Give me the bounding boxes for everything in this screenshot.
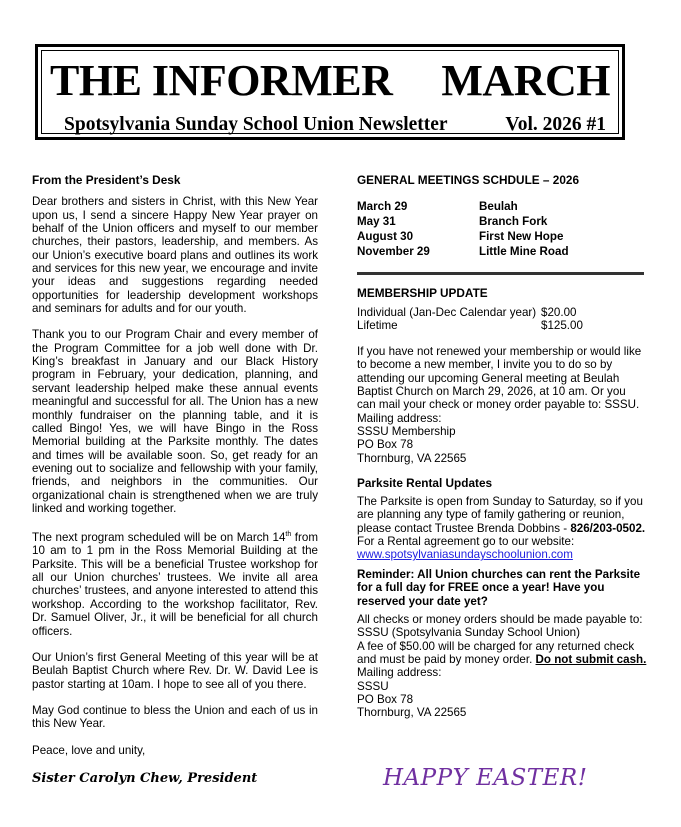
masthead	[35, 44, 625, 140]
schedule-row	[357, 214, 647, 229]
paragraph: Thank you to our Program Chair and every member of the Program Committee for a job well done with Dr. King’s breakfast in January and our Black History program in February, your dedication, planning, and servant leadership helped make these annual events meaningful and successful for all. The Union has a new monthly fundraiser on the planning table, and it is called Bingo! Yes, we will have Bingo in the Ross Memorial building at the Parksite monthly. The dates and times will be available soon. So, get ready for an evening out to socialize and fellowship with your family, friends, and neighbors in the communities. Our organizational chain is strengthened when we are truly linked and working together.	[32, 328, 318, 515]
address-line: PO Box 78	[357, 438, 414, 452]
masthead-inner-border	[41, 50, 619, 134]
paragraph: Our Union’s first General Meeting of this year will be at Beulah Baptist Church where Rev. Dr. W. David Lee is pastor starting at 10am. I hope to see all of you there.	[32, 650, 318, 691]
text: The next program scheduled will be on March 14	[32, 531, 286, 545]
membership-row	[357, 306, 647, 319]
schedule-row	[357, 229, 647, 244]
place: Little Mine Road	[479, 245, 569, 259]
divider	[357, 272, 644, 275]
phone-number: 826/203-0502.	[570, 521, 646, 535]
paragraph: Dear brothers and sisters in Christ, with this New Year upon us, I send a sincere Happy New Year prayer on behalf of the Union officers and myself to our member churches, their pastors, leadership, and members. As our Union’s executive board plans and outlines its work and services for this new year, we encourage and invite your ideas and suggestions regarding needed opportunities for leadership development workshops and seminars for adults and for our youth.	[32, 195, 318, 316]
membership-row	[357, 319, 647, 332]
membership-heading: MEMBERSHIP UPDATE	[357, 286, 488, 301]
fee-text	[357, 640, 647, 667]
address-line: Thornburg, VA 22565	[357, 451, 467, 465]
rental-heading: Parksite Rental Updates	[357, 475, 493, 490]
address-line: Mailing address:	[357, 411, 442, 425]
text: A fee of $50.00 will be charged for any returned check and must be paid by money order.	[357, 639, 635, 667]
text: from 10 am to 1 pm in the Ross Memorial Building at the Parksite. This will be a beneficial Trustee workshop for all our Union churches’ trustees. We invite all area churches’ trustees, and anyone interested to attend this workshop. According to the workshop facilitator, Rev. Dr. Samuel Oliver, Jr., it will be beneficial for all church officers.	[32, 531, 318, 638]
address-line: PO Box 78	[357, 692, 414, 706]
rental-agreement: For a Rental agreement go to our website:	[357, 535, 575, 549]
no-cash-warning: Do not submit cash.	[535, 653, 647, 667]
price: $20.00	[541, 305, 577, 319]
schedule-row	[357, 244, 647, 259]
happy-easter: HAPPY EASTER!	[383, 764, 588, 791]
date: November 29	[357, 245, 430, 259]
date: May 31	[357, 215, 396, 229]
place: Branch Fork	[479, 215, 548, 229]
paragraph: Peace, love and unity,	[32, 743, 146, 757]
place: Beulah	[479, 200, 518, 214]
newsletter-subtitle: Spotsylvania Sunday School Union Newsletter	[64, 114, 448, 135]
reminder: Reminder: All Union churches can rent the Parksite for a full day for FREE once a year! Have you reserved your date yet?	[357, 567, 641, 608]
signature: Sister Carolyn Chew, President	[32, 770, 258, 786]
paragraph: May God continue to bless the Union and each of us in this New Year.	[32, 703, 318, 731]
section-heading: From the President’s Desk	[32, 173, 181, 187]
date: August 30	[357, 230, 414, 244]
meeting-schedule	[357, 199, 647, 259]
price: $125.00	[541, 318, 583, 332]
date: March 29	[357, 200, 408, 214]
address-line: SSSU Membership	[357, 424, 456, 438]
schedule-heading: GENERAL MEETINGS SCHDULE – 2026	[357, 173, 580, 187]
paragraph	[32, 528, 318, 638]
superscript: th	[285, 531, 292, 539]
text: The Parksite is open from Sunday to Saturday, so if you are planning any type of family gathering or reunion, please contact Trustee Brenda Dobbins -	[357, 495, 643, 535]
membership-text: If you have not renewed your membership or would like to become a new member, I invite you to do so by attending our upcoming General meeting at Beulah Baptist Church on March 29, 2026, at 10 am. Or you can mail your check or money order payable to: SSSU.	[357, 345, 642, 412]
volume-number: Vol. 2026 #1	[505, 114, 606, 135]
masthead-title-row	[50, 55, 610, 107]
newsletter-title: THE INFORMER	[50, 56, 393, 105]
issue-month: MARCH	[441, 56, 610, 105]
checks-text: All checks or money orders should be made payable to:	[357, 613, 643, 627]
payee: SSSU (Spotsylvania Sunday School Union)	[357, 626, 580, 640]
address-line: SSSU	[357, 679, 389, 693]
place: First New Hope	[479, 230, 564, 244]
address-line: Mailing address:	[357, 666, 442, 680]
schedule-row	[357, 199, 647, 214]
masthead-subtitle-row	[50, 113, 610, 137]
address-line: Thornburg, VA 22565	[357, 706, 467, 720]
label: Lifetime	[357, 318, 398, 332]
website-link[interactable]: www.spotsylvaniasundayschoolunion.com	[357, 548, 573, 562]
label: Individual (Jan-Dec Calendar year)	[357, 305, 537, 319]
rental-text	[357, 495, 647, 535]
presidents-desk	[32, 174, 318, 788]
right-column	[357, 174, 647, 792]
